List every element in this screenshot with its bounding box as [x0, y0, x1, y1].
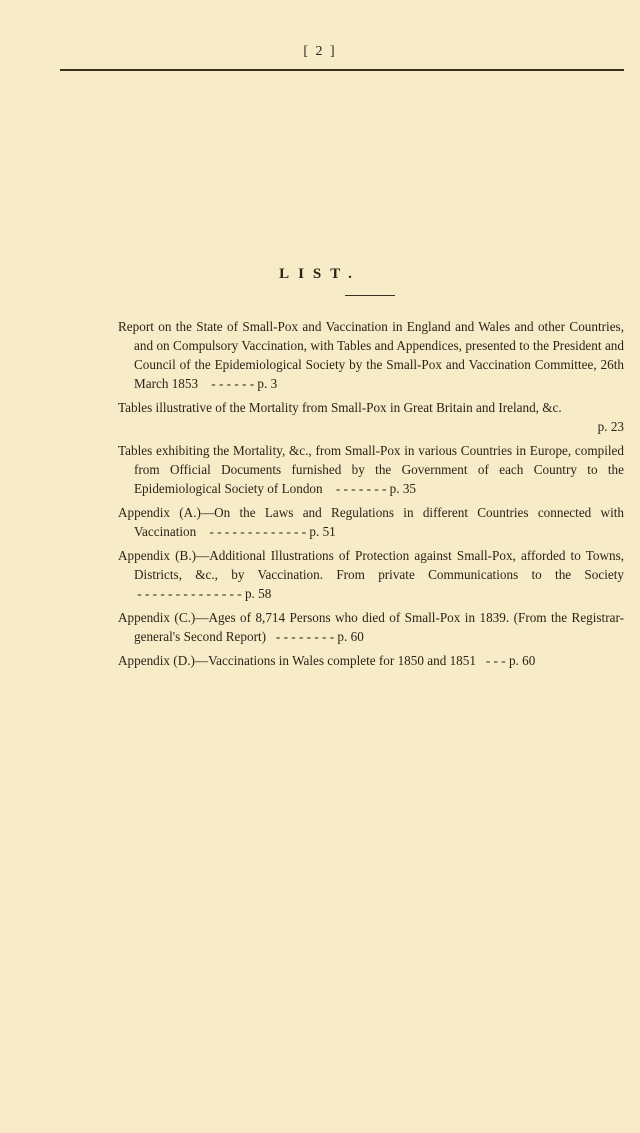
- entry-page: p. 60: [337, 629, 364, 644]
- entry-text: Tables illustrative of the Mortality from Small-Pox in Great Britain and Ireland, &c.: [118, 400, 562, 415]
- entry-page: p. 60: [508, 653, 536, 668]
- entry-page: p. 51: [309, 524, 336, 539]
- entry-text: Appendix (C.)—Ages of 8,714 Persons who died of Small-Pox in 1839. (From the Registrar-general's Second Report): [118, 610, 624, 644]
- list-item: [118, 317, 624, 393]
- entry-text: Report on the State of Small-Pox and Vaccination in England and Wales and other Countries, and on Compulsory Vaccination, with Tables and Appendices, presented to the President and Council of the Epidemiological Society by the Small-Pox and Vaccination Committee, 26th March 1853: [118, 319, 624, 391]
- entry-leader: - - - - - - - - - - - - -: [209, 524, 307, 539]
- list-item: [118, 546, 624, 603]
- page-number: [ 2 ]: [303, 44, 337, 59]
- list-item: [118, 608, 624, 646]
- entry-text: Appendix (B.)—Additional Illustrations of Protection against Small-Pox, afforded to Towns, Districts, &c., by Vaccination. From private Communications to the Society: [118, 548, 624, 582]
- header-rule: [60, 69, 624, 71]
- entry-leader: - - -: [485, 653, 506, 668]
- list-item: [118, 503, 624, 541]
- list-item: [118, 651, 624, 670]
- page-title: LIST.: [279, 266, 361, 282]
- entry-page: p. 3: [257, 376, 278, 391]
- list-item: [118, 441, 624, 498]
- entry-text: Appendix (A.)—On the Laws and Regulations in different Countries connected with Vaccination: [118, 505, 624, 539]
- entry-leader: - - - - - - -: [335, 481, 387, 496]
- entry-leader: - - - - - - - -: [275, 629, 335, 644]
- entry-text: Tables exhibiting the Mortality, &c., from Small-Pox in various Countries in Europe, compiled from Official Documents furnished by the Government of each Country to the Epidemiological Society of London: [118, 443, 624, 496]
- contents-list: [118, 317, 624, 675]
- entry-leader: - - - - - - - - - - - - - -: [137, 586, 242, 601]
- title-rule: [345, 295, 395, 296]
- list-item: [118, 398, 624, 436]
- entry-leader: - - - - - -: [211, 376, 255, 391]
- entry-page: p. 35: [389, 481, 417, 496]
- entry-page: p. 58: [244, 586, 272, 601]
- entry-text: Appendix (D.)—Vaccinations in Wales complete for 1850 and 1851: [118, 653, 476, 668]
- entry-page: p. 23: [597, 419, 624, 434]
